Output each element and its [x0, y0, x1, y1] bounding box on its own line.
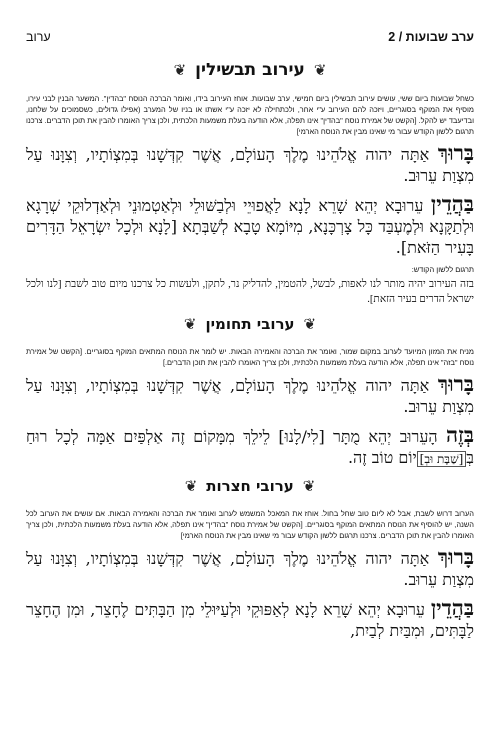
instruction-text: מניח את המזון המיועד לערוב במקום שמור, ואומר את הברכה והאמירה הבאות. יש לומר את הנוסח המתאים המוקף בסוגריים. [הקשט של אמירת נוסח "בזה" אינו תפלה, אלא הודעה בעלת משמעות הלכתית, ולכן צריך האומרו להבין את תוכן הדברים.]: [26, 347, 474, 367]
blessing-text: אַתָּה יהוה אֱלֹהֵינוּ מֶלֶךְ הָעוֹלָם, אֲשֶׁר קִדְּשָׁנוּ בְּמִצְוֹתָיו, וְצִוָּנוּ עַל מִצְוַת עֵרוּב.: [26, 549, 474, 589]
formula-text: עֵרוּבָא יְהֵא שָׁרֵא לָנָא לְאַפּוּקֵי וּלְעַיּוּלֵי מִן הַבָּתִּים לֶחָצֵר, וּמִן הֶחָצֵר לַבָּתִּים, וּמִבַּיִת לְבַיִת,: [26, 600, 474, 640]
section-title-text: עירוב תבשילין: [195, 60, 305, 80]
formula-opener: בַּהֲדֵין: [430, 595, 474, 620]
blessing-opener: בָּרוּךְ: [437, 371, 474, 396]
translation-text: בזה העירוב יהיה מותר לנו לאפות, לבשל, להטמין, להדליק נר, לתקן, ולעשות כל צרכנו מיום טוב לשבת [לנו ולכל ישראל הדרים בעיר הזאת].: [26, 279, 474, 305]
section-title-eruv-tavshilin: [26, 60, 474, 80]
ornament-icon: ❦: [302, 477, 316, 495]
formula-paragraph: [26, 193, 474, 258]
formula-opener: בְּזֶה: [445, 422, 474, 447]
section-title-eruvei-techumin: [26, 315, 474, 333]
instruction-text: הערוב דרוש לשבת, אבל לא ליום טוב שחל בחול. אוחז את המאכל המשמש לערוב ואומר את הברכה והאמירה הבאות. אם עושים את הערוב לכל השנה, יש להוסיף את הנוסח המתאים המוקף בסוגריים. [הקשט של אמירת נוסח "בהדין" אינו תפלה, אלא הודעה בעלת משמעות הלכתית, ולכן צריך האומרו להבין את תוכן הדברים. צרכנו תרגום ללשון הקודש עבור מי שאינו מבין את הנוסח הארמי]: [26, 509, 474, 540]
blessing-opener: בָּרוּךְ: [437, 140, 474, 165]
ornament-icon: ❦: [184, 477, 198, 495]
boxed-insertion: [שַׁבָּת וּבְ]: [417, 451, 467, 467]
blessing-opener: בָּרוּךְ: [437, 544, 474, 569]
ornament-icon: ❦: [173, 61, 187, 79]
section-title-eruvei-chatzerot: [26, 477, 474, 495]
formula-paragraph: [26, 597, 474, 641]
formula-paragraph: [26, 424, 474, 470]
formula-text: הָעֵרוּב יְהֵא מֻתָּר [לִי/לָנוּ] לֵילֵךְ מִמָּקוֹם זֶה אַלְפַּיִם אַמָּה לְכָל רוּחַ בְּ: [26, 427, 474, 467]
blessing-text: אַתָּה יהוה אֱלֹהֵינוּ מֶלֶךְ הָעוֹלָם, אֲשֶׁר קִדְּשָׁנוּ בְּמִצְוֹתָיו, וְצִוָּנוּ עַל מִצְוַת עֵרוּב.: [26, 145, 474, 185]
header-section: ערוב: [26, 30, 51, 44]
header-page-ref: ערב שבועות / 2: [388, 30, 474, 44]
section-title-text: ערובי תחומין: [205, 315, 295, 333]
blessing-paragraph: [26, 142, 474, 186]
formula-text: עֵרוּבָא יְהֵא שָׁרֵא לָנָא לַאֲפוּיֵי וּלְבַשּׁוּלֵי וּלְאַטְמוּנֵי וּלְאַדְלוּקֵי שְׁרָגָא וּלְתַקָּנָא וּלְמֶעְבַּד כָּל צָרְכָּנָא, מִיּוֹמָא טָבָא לְשַׁבְּתָא [לָנָא וּלְכָל יִשְׂרָאֵל הַדָּרִים בָּעִיר הַזֹּאת].: [26, 196, 474, 257]
ornament-icon: ❦: [303, 315, 317, 333]
ornament-icon: ❦: [183, 315, 197, 333]
ornament-icon: ❦: [313, 61, 327, 79]
translation-label: תרגום ללשון הקודש:: [411, 265, 474, 274]
blessing-paragraph: [26, 546, 474, 590]
formula-opener: בַּהֲדֵין: [430, 191, 475, 216]
instruction-text: כשחל שבועות ביום ששי, עושים עירוב תבשילין ביום חמישי, ערב שבועות. אוחז העירוב בידו, ואומר הברכה הנוסח "בהדין". המשער הבנין לבני עירו, מוסיף את המוקף בסוגריים, ויזכה להם העירוב ע"י אחר, ולכתחילה לא יזכה ע"י אשתו או בניו של המערב (אפילו גדולים, כשסמוכים על שלחנו, ובדיעבד יש להקל. [הקשט של אמירת נוסח "בהדין" אינו תפלה, אלא הודעה בעלת משמעות הלכתית, ולכן צריך האומרו להבין את תוכן הדברים. צרכנו תרגום ללשון הקודש עבור מי שאינו מבין את הנוסח הארמי]: [26, 94, 474, 136]
running-header: [26, 30, 474, 44]
section-title-text: ערובי חצרות: [206, 477, 294, 495]
blessing-text: אַתָּה יהוה אֱלֹהֵינוּ מֶלֶךְ הָעוֹלָם, אֲשֶׁר קִדְּשָׁנוּ בְּמִצְוֹתָיו, וְצִוָּנוּ עַל מִצְוַת עֵרוּב.: [26, 376, 474, 416]
blessing-paragraph: [26, 373, 474, 417]
formula-text-end: יוֹם טוֹב זֶה.: [347, 448, 417, 467]
